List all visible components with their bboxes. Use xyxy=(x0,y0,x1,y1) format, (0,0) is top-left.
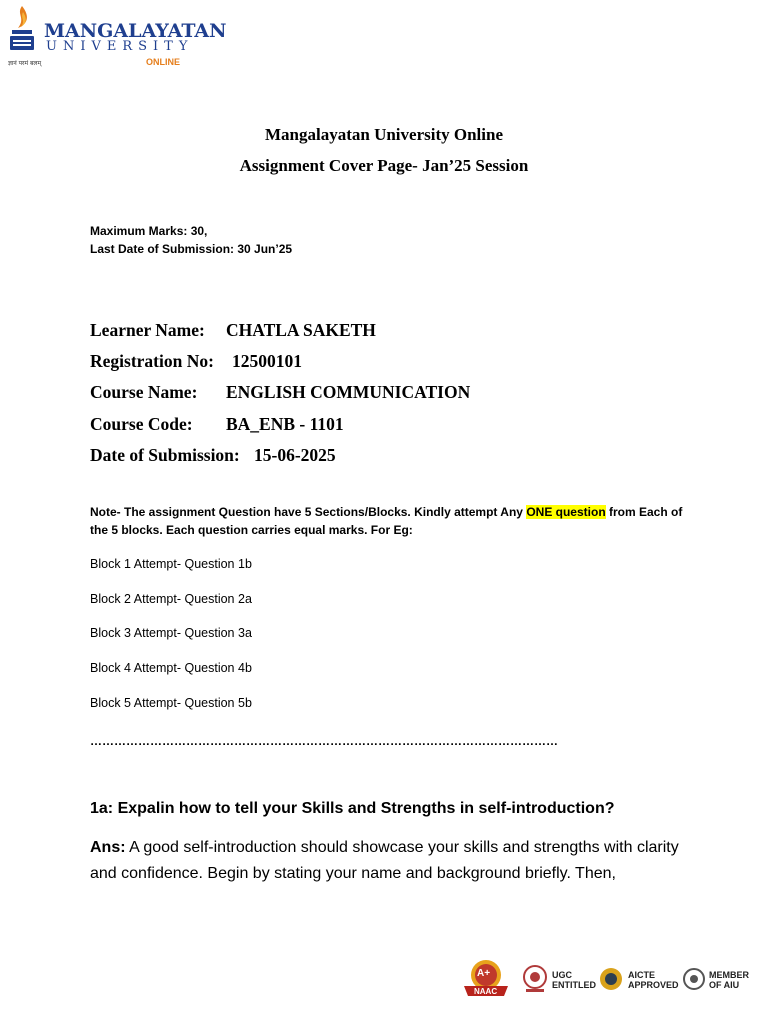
registration-label: Registration No: xyxy=(90,351,214,371)
ugc-label: UGC ENTITLED xyxy=(552,970,596,990)
page-title: Mangalayatan University Online xyxy=(264,125,503,144)
course-name-value: ENGLISH COMMUNICATION xyxy=(226,382,471,402)
page-subtitle: Assignment Cover Page- Jan’25 Session xyxy=(239,156,529,175)
submission-date-row xyxy=(90,445,336,466)
max-marks: Maximum Marks: 30, xyxy=(90,224,208,238)
note-highlight: ONE question xyxy=(526,505,606,519)
learner-name-value: CHATLA SAKETH xyxy=(226,320,376,340)
aiu-label: MEMBER OF AIU xyxy=(709,970,749,990)
accreditation-footer xyxy=(456,958,756,1002)
instruction-note xyxy=(90,503,690,539)
naac-label: NAAC xyxy=(474,987,498,996)
aicte-label: AICTE APPROVED xyxy=(628,970,679,990)
logo-brand-text: MANGALAYATAN xyxy=(44,20,227,42)
logo-university-text: UNIVERSITY xyxy=(46,39,194,54)
answer-text: A good self-introduction should showcase your skills and strengths with clarity and confidence. Begin by stating your name and background briefly. Then, xyxy=(90,839,679,882)
aiu-badge xyxy=(682,958,752,1002)
answer-label: Ans: xyxy=(90,839,126,856)
logo-tagline: ज्ञानं परमं बलम् xyxy=(8,60,42,67)
course-code-row xyxy=(90,414,344,435)
block-5-line: Block 5 Attempt- Question 5b xyxy=(90,696,252,710)
block-1-line: Block 1 Attempt- Question 1b xyxy=(90,557,252,571)
registration-value: 12500101 xyxy=(232,351,302,371)
dotted-separator: ……………………………………………………………………………………………………… xyxy=(90,734,558,748)
course-name-row xyxy=(90,382,470,403)
aiu-emblem-icon xyxy=(682,966,706,992)
submission-date-value: 15-06-2025 xyxy=(254,445,336,465)
course-code-value: BA_ENB - 1101 xyxy=(226,414,344,434)
course-code-label: Course Code: xyxy=(90,414,193,434)
course-name-label: Course Name: xyxy=(90,382,198,402)
note-prefix: Note- The assignment Question have 5 Sections/Blocks. Kindly attempt Any xyxy=(90,505,527,519)
naac-grade: A+ xyxy=(477,968,491,979)
block-2-line: Block 2 Attempt- Question 2a xyxy=(90,592,252,606)
torch-emblem-icon xyxy=(6,4,38,64)
block-3-line: Block 3 Attempt- Question 3a xyxy=(90,626,252,640)
naac-badge xyxy=(456,958,516,1002)
university-logo xyxy=(6,4,227,68)
registration-row xyxy=(90,351,302,372)
aicte-badge xyxy=(598,958,679,1002)
ugc-emblem-icon xyxy=(522,964,548,994)
block-4-line: Block 4 Attempt- Question 4b xyxy=(90,661,252,675)
learner-name-row xyxy=(90,320,376,341)
note-suffix: from Each of the 5 blocks. Each question carries equal marks. For Eg: xyxy=(90,505,683,537)
last-date: Last Date of Submission: 30 Jun’25 xyxy=(90,242,293,256)
question-heading: 1a: Expalin how to tell your Skills and Strengths in self-introduction? xyxy=(90,800,615,817)
aicte-emblem-icon xyxy=(598,966,624,992)
logo-online-text: ONLINE xyxy=(146,57,181,67)
submission-date-label: Date of Submission: xyxy=(90,445,240,465)
answer-paragraph xyxy=(90,835,690,887)
ugc-badge xyxy=(522,958,596,1002)
learner-name-label: Learner Name: xyxy=(90,320,205,340)
